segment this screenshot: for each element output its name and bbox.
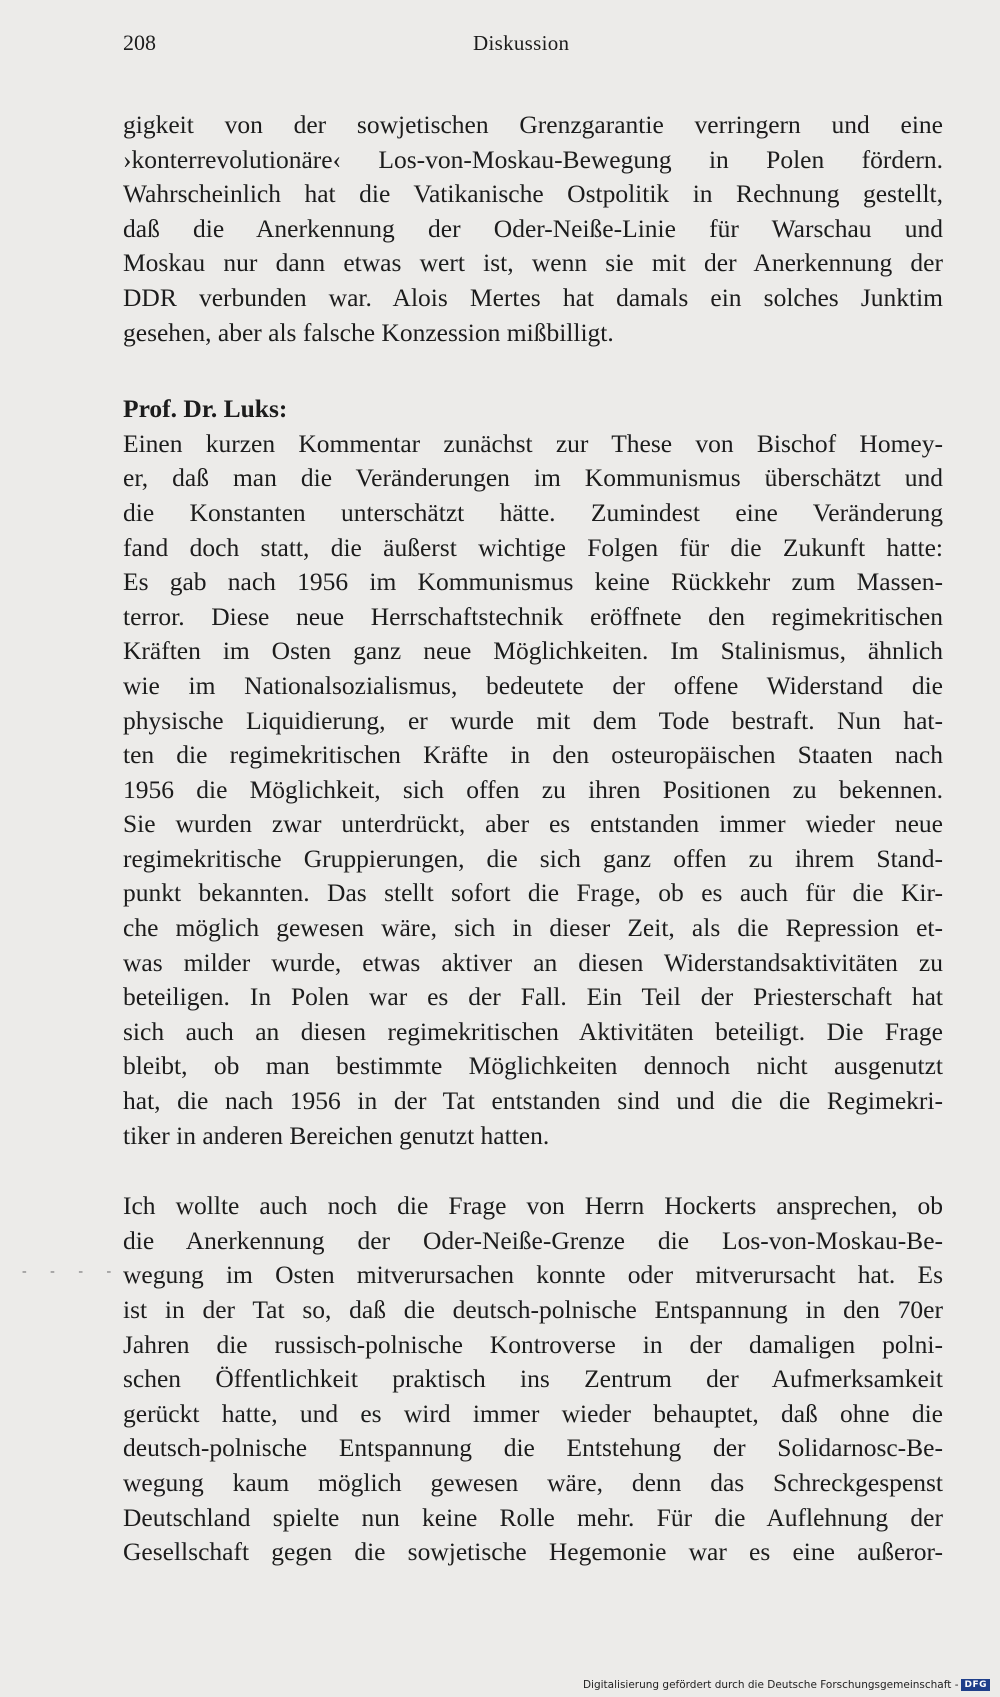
text-line: schen Öffentlichkeit praktisch ins Zentrum der Aufmerksamkeit: [123, 1364, 943, 1394]
running-head: Diskussion: [473, 31, 570, 55]
text-line: Sie wurden zwar unterdrückt, aber es entstanden immer wieder neue: [123, 809, 943, 839]
text-line: physische Liquidierung, er wurde mit dem Tode bestraft. Nun hat-: [123, 705, 943, 735]
text-line: tiker in anderen Bereichen genutzt hatten.: [123, 1120, 550, 1150]
text-line: Kräften im Osten ganz neue Möglichkeiten. Im Stalinismus, ähnlich: [123, 636, 943, 666]
text-line: regimekritische Gruppierungen, die sich ganz offen zu ihrem Stand-: [123, 843, 943, 873]
text-line: ›konterrevolutionäre‹ Los-von-Moskau-Bewegung in Polen fördern.: [123, 144, 943, 174]
text-line: Gesellschaft gegen die sowjetische Hegemonie war es eine außeror-: [123, 1537, 943, 1567]
text-line: beteiligen. In Polen war es der Fall. Ein Teil der Priesterschaft hat: [123, 982, 943, 1012]
text-line: die Konstanten unterschätzt hätte. Zumindest eine Veränderung: [123, 497, 943, 527]
text-line: wegung im Osten mitverursachen konnte oder mitverursacht hat. Es: [123, 1260, 943, 1290]
text-line: was milder wurde, etwas aktiver an diesen Widerstandsaktivitäten zu: [123, 947, 943, 977]
text-line: die Anerkennung der Oder-Neiße-Grenze die Los-von-Moskau-Be-: [123, 1225, 943, 1255]
speaker-heading: Prof. Dr. Luks:: [123, 394, 288, 424]
text-line: Es gab nach 1956 im Kommunismus keine Rückkehr zum Massen-: [123, 567, 943, 597]
text-line: Wahrscheinlich hat die Vatikanische Ostpolitik in Rechnung gestellt,: [123, 179, 943, 209]
text-line: hat, die nach 1956 in der Tat entstanden sind und die die Regimekri-: [123, 1086, 943, 1116]
text-line: Einen kurzen Kommentar zunächst zur These von Bischof Homey-: [123, 428, 943, 458]
text-line: Moskau nur dann etwas wert ist, wenn sie mit der Anerkennung der: [123, 248, 943, 278]
text-line: fand doch statt, die äußerst wichtige Folgen für die Zukunft hatte:: [123, 532, 943, 562]
text-line: sich auch an diesen regimekritischen Aktivitäten beteiligt. Die Frage: [123, 1016, 943, 1046]
text-line: Deutschland spielte nun keine Rolle mehr. Für die Auflehnung der: [123, 1502, 943, 1532]
paragraph-2: [123, 392, 943, 1153]
text-line: terror. Diese neue Herrschaftstechnik eröffnete den regimekritischen: [123, 601, 943, 631]
text-line: deutsch-polnische Entspannung die Entstehung der Solidarnosc-Be-: [123, 1433, 943, 1463]
text-line: DDR verbunden war. Alois Mertes hat damals ein solches Junktim: [123, 282, 943, 312]
text-line: ist in der Tat so, daß die deutsch-polnische Entspannung in den 70er: [123, 1295, 943, 1324]
text-line: che möglich gewesen wäre, sich in dieser Zeit, als die Repression et-: [123, 913, 943, 943]
footer-credit: [583, 1679, 990, 1691]
text-line: gesehen, aber als falsche Konzession mißbilligt.: [123, 317, 614, 347]
dfg-logo: DFG: [961, 1679, 990, 1691]
text-line: wegung kaum möglich gewesen wäre, denn das Schreckgespenst: [123, 1467, 943, 1497]
footer-credit-text: Digitalisierung gefördert durch die Deutsche Forschungsgemeinschaft -: [582, 1679, 959, 1691]
text-line: gigkeit von der sowjetischen Grenzgarantie verringern und eine: [123, 110, 943, 139]
page-number: 208: [123, 30, 156, 55]
text-line: er, daß man die Veränderungen im Kommunismus überschätzt und: [123, 463, 943, 493]
text-line: Jahren die russisch-polnische Kontroverse in der damaligen polni-: [123, 1329, 943, 1359]
text-line: bleibt, ob man bestimmte Möglichkeiten dennoch nicht ausgenutzt: [123, 1051, 943, 1081]
text-line: daß die Anerkennung der Oder-Neiße-Linie für Warschau und: [123, 213, 943, 243]
page-header: [123, 30, 935, 64]
margin-dash-marks: - - - -: [22, 1264, 122, 1279]
text-line: wie im Nationalsozialismus, bedeutete der offene Widerstand die: [123, 670, 943, 700]
body-text: [123, 108, 943, 1570]
text-line: Ich wollte auch noch die Frage von Herrn Hockerts ansprechen, ob: [123, 1191, 943, 1221]
text-line: punkt bekannten. Das stellt sofort die Frage, ob es auch für die Kir-: [123, 878, 943, 908]
paragraph-1: [123, 108, 943, 350]
text-line: gerückt hatte, und es wird immer wieder behauptet, daß ohne die: [123, 1398, 943, 1428]
paragraph-3: [123, 1189, 943, 1570]
text-line: ten die regimekritischen Kräfte in den osteuropäischen Staaten nach: [123, 740, 943, 770]
text-line: 1956 die Möglichkeit, sich offen zu ihren Positionen zu bekennen.: [123, 774, 943, 804]
